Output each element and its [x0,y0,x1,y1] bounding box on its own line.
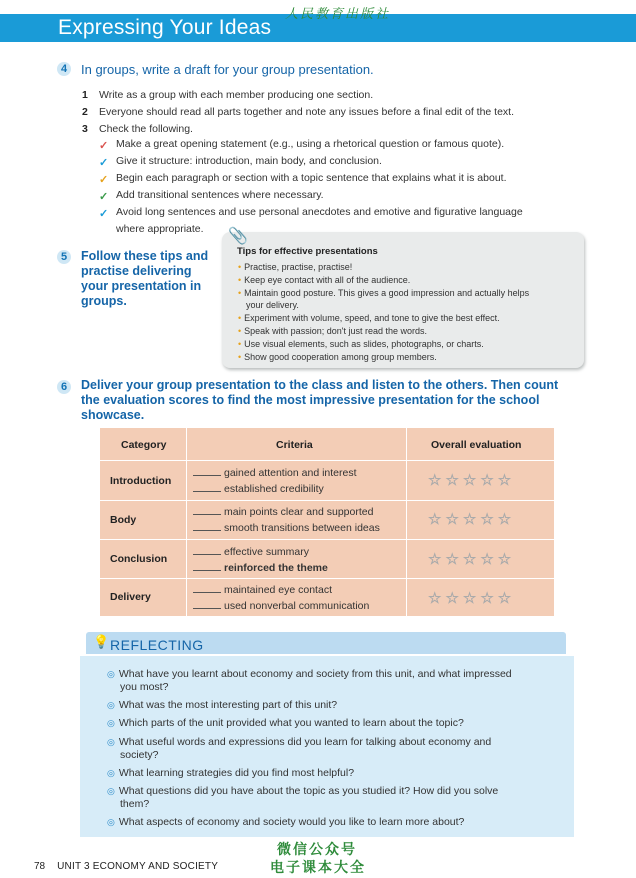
reflection-question: ◎ What learning strategies did you find most helpful? [107,767,355,779]
checklist-item: Begin each paragraph or section with a topic sentence that explains what it is about. [116,172,507,184]
reflection-question: ◎ What was the most interesting part of this unit? [107,699,338,711]
reflection-question: ◎ Which parts of the unit provided what you wanted to learn about the topic? [107,717,464,729]
bullet-icon: ◎ [107,817,115,827]
reflection-question-continued: society? [120,749,159,761]
page-title: Expressing Your Ideas [58,16,272,39]
star-rating[interactable]: ☆☆☆☆☆ [428,551,516,568]
bullet-icon: • [238,288,242,298]
question-text: the evaluation scores to find the most impressive presentation for the school [81,393,540,407]
tip-item: • Keep eye contact with all of the audience. [238,275,411,285]
check-icon: ✓ [99,140,109,152]
question-number: 5 [57,250,71,264]
paperclip-icon: 📎 [228,228,248,245]
category-label: Introduction [110,475,172,487]
checklist-item: Avoid long sentences and use personal anecdotes and emotive and figurative language [116,206,523,218]
tip-item: • Maintain good posture. This gives a good impression and actually helps [238,288,530,298]
blank-line[interactable] [193,562,221,571]
column-header: Criteria [276,439,313,451]
tip-item: • Use visual elements, such as slides, photographs, or charts. [238,339,484,349]
column-header: Overall evaluation [431,439,522,451]
blank-line[interactable] [193,467,221,476]
criterion: used nonverbal communication [193,598,369,614]
page-number: 78 [34,861,46,872]
checklist-item-continued: where appropriate. [116,223,204,235]
bullet-icon: ◎ [107,718,115,728]
bullet-icon: • [238,275,242,285]
check-icon: ✓ [99,191,109,203]
publisher-watermark: 人民教育出版社 [285,7,391,22]
star-rating[interactable]: ☆☆☆☆☆ [428,511,516,528]
reflection-question-continued: them? [120,798,150,810]
bullet-icon: ◎ [107,669,115,679]
page-footer [34,861,218,872]
tip-item-continued: your delivery. [246,300,299,310]
star-rating[interactable]: ☆☆☆☆☆ [428,472,516,489]
reflection-question: ◎ What questions did you have about the topic as you studied it? How did you solve [107,785,499,797]
step-number: 2 [82,106,88,118]
bullet-icon: • [238,262,242,272]
checklist-item: Add transitional sentences where necessary. [116,189,324,201]
reflection-question: ◎ What have you learnt about economy and society from this unit, and what impressed [107,668,512,680]
criterion: established credibility [193,481,324,497]
divider [186,428,187,616]
tips-title: Tips for effective presentations [237,246,378,257]
checklist-item: Make a great opening statement (e.g., using a rhetorical question or famous quote). [116,138,505,150]
criterion: effective summary [193,544,309,560]
divider [100,578,554,579]
step-text: Everyone should read all parts together and note any issues before a final edit of the text. [99,106,515,118]
bullet-icon: • [238,339,242,349]
check-icon: ✓ [99,208,109,220]
criterion: gained attention and interest [193,465,357,481]
step-number: 3 [82,123,88,135]
unit-label: UNIT 3 ECONOMY AND SOCIETY [57,861,219,872]
blank-line[interactable] [193,546,221,555]
criterion: maintained eye contact [193,582,332,598]
blank-line[interactable] [193,506,221,515]
question-text: In groups, write a draft for your group presentation. [81,62,374,77]
lightbulb-icon: 💡 [93,634,110,649]
category-label: Body [110,514,137,526]
wechat-watermark: 电子课本大全 [270,860,366,876]
divider [100,500,554,501]
wechat-watermark: 微信公众号 [277,842,357,858]
bullet-icon: ◎ [107,737,115,747]
bullet-icon: ◎ [107,700,115,710]
tip-item: • Practise, practise, practise! [238,262,353,272]
blank-line[interactable] [193,483,221,492]
step-text: Write as a group with each member producing one section. [99,89,374,101]
criterion: reinforced the theme [193,560,328,576]
category-label: Delivery [110,591,151,603]
column-header: Category [121,439,167,451]
check-icon: ✓ [99,174,109,186]
bullet-icon: • [238,326,242,336]
category-label: Conclusion [110,553,168,565]
divider [100,460,554,461]
blank-line[interactable] [193,600,221,609]
question-text: Deliver your group presentation to the class and listen to the others. Then count [81,378,559,392]
reflection-question: ◎ What aspects of economy and society would you like to learn more about? [107,816,465,828]
reflecting-title: REFLECTING [110,637,204,653]
reflection-question: ◎ What useful words and expressions did you learn for talking about economy and [107,736,492,748]
bullet-icon: • [238,313,242,323]
criterion: smooth transitions between ideas [193,520,380,536]
star-rating[interactable]: ☆☆☆☆☆ [428,590,516,607]
question-text: Follow these tips and practise delivering your presentation in groups. [81,249,209,308]
divider [100,539,554,540]
bullet-icon: ◎ [107,786,115,796]
step-text: Check the following. [99,123,193,135]
criterion: main points clear and supported [193,504,373,520]
question-number: 6 [57,380,71,394]
bullet-icon: ◎ [107,768,115,778]
question-number: 4 [57,62,71,76]
blank-line[interactable] [193,584,221,593]
checklist-item: Give it structure: introduction, main body, and conclusion. [116,155,382,167]
check-icon: ✓ [99,157,109,169]
tip-item: • Speak with passion; don't just read the words. [238,326,427,336]
question-text: showcase. [81,408,145,422]
bullet-icon: • [238,352,242,362]
step-number: 1 [82,89,88,101]
reflection-question-continued: you most? [120,681,169,693]
tip-item: • Experiment with volume, speed, and tone to give the best effect. [238,313,500,323]
divider [406,428,407,616]
blank-line[interactable] [193,522,221,531]
tip-item: • Show good cooperation among group members. [238,352,437,362]
